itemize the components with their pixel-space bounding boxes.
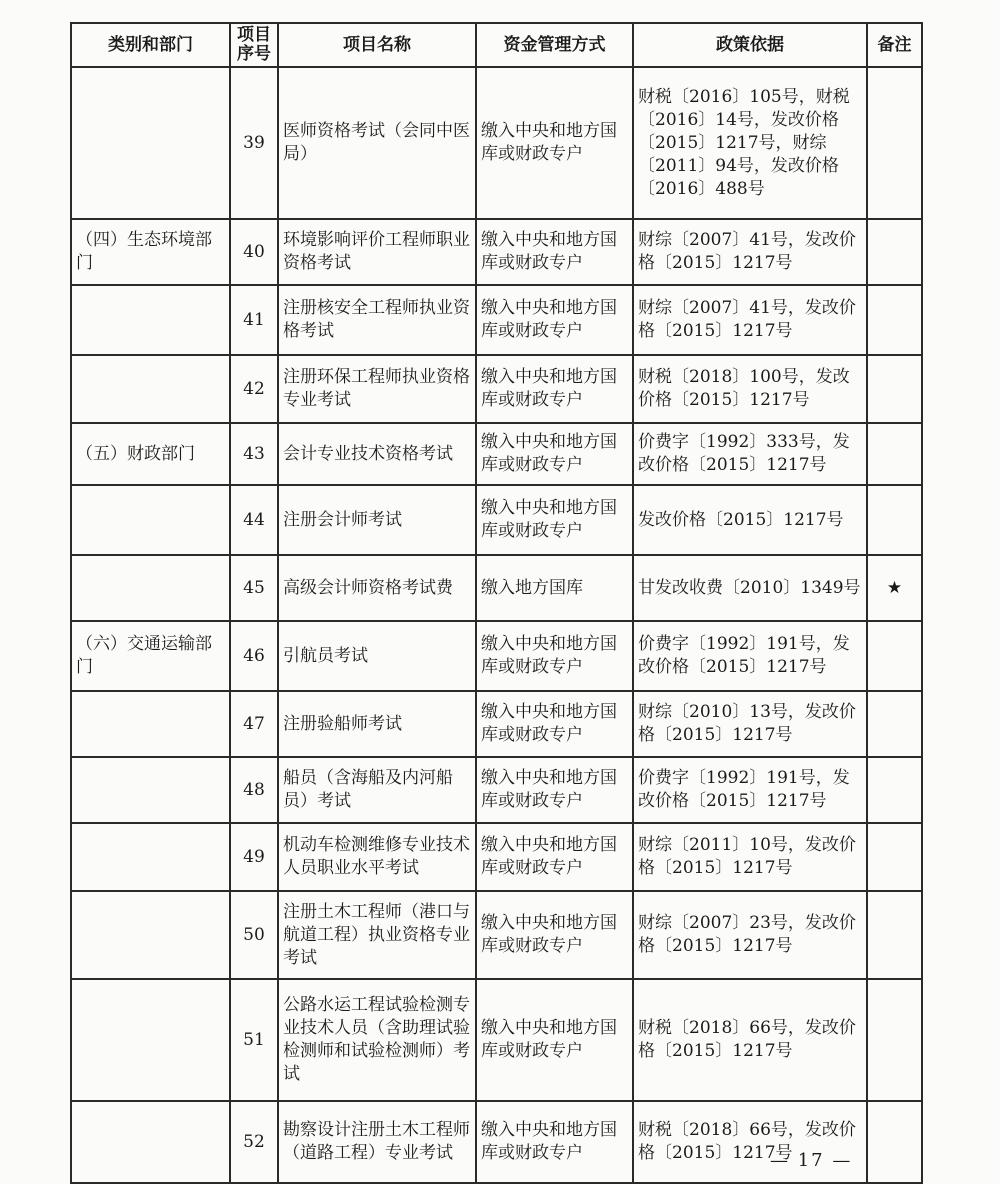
cell-remark [867,1101,922,1183]
cell-remark [867,823,922,891]
cell-name: 注册环保工程师执业资格专业考试 [278,355,476,423]
cell-fund: 缴入中央和地方国库或财政专户 [476,219,633,285]
table-row [71,691,922,757]
cell-remark [867,979,922,1101]
cell-name: 勘察设计注册土木工程师（道路工程）专业考试 [278,1101,476,1183]
cell-category [71,555,230,621]
cell-fund: 缴入中央和地方国库或财政专户 [476,355,633,423]
cell-category: （六）交通运输部门 [71,621,230,691]
cell-name: 注册土木工程师（港口与航道工程）执业资格专业考试 [278,891,476,979]
cell-seq: 39 [230,67,278,219]
cell-fund: 缴入中央和地方国库或财政专户 [476,485,633,555]
cell-name: 环境影响评价工程师职业资格考试 [278,219,476,285]
cell-remark [867,757,922,823]
cell-seq: 46 [230,621,278,691]
cell-policy: 价费字〔1992〕333号，发改价格〔2015〕1217号 [633,423,867,485]
cell-seq: 51 [230,979,278,1101]
table-row [71,355,922,423]
cell-category [71,757,230,823]
cell-policy: 发改价格〔2015〕1217号 [633,485,867,555]
cell-policy: 财综〔2010〕13号，发改价格〔2015〕1217号 [633,691,867,757]
cell-name: 高级会计师资格考试费 [278,555,476,621]
cell-fund: 缴入地方国库 [476,555,633,621]
cell-seq: 48 [230,757,278,823]
cell-remark [867,285,922,355]
cell-category [71,691,230,757]
table-header-row [71,23,922,67]
header-fund: 资金管理方式 [476,23,633,67]
cell-policy: 财综〔2007〕41号，发改价格〔2015〕1217号 [633,285,867,355]
cell-name: 船员（含海船及内河船员）考试 [278,757,476,823]
cell-category [71,355,230,423]
cell-seq: 45 [230,555,278,621]
cell-seq: 44 [230,485,278,555]
cell-fund: 缴入中央和地方国库或财政专户 [476,691,633,757]
table-row [71,891,922,979]
cell-fund: 缴入中央和地方国库或财政专户 [476,891,633,979]
cell-policy: 财税〔2018〕66号，发改价格〔2015〕1217号 [633,979,867,1101]
cell-remark [867,423,922,485]
cell-category: （四）生态环境部门 [71,219,230,285]
cell-name: 会计专业技术资格考试 [278,423,476,485]
cell-seq: 49 [230,823,278,891]
header-remark: 备注 [867,23,922,67]
cell-policy: 财综〔2007〕41号，发改价格〔2015〕1217号 [633,219,867,285]
cell-category [71,485,230,555]
cell-fund: 缴入中央和地方国库或财政专户 [476,1101,633,1183]
cell-seq: 42 [230,355,278,423]
cell-remark [867,219,922,285]
cell-policy: 财综〔2011〕10号，发改价格〔2015〕1217号 [633,823,867,891]
cell-seq: 41 [230,285,278,355]
cell-category [71,979,230,1101]
cell-policy: 财税〔2018〕66号，发改价格〔2015〕1217号 [633,1101,867,1183]
cell-category [71,67,230,219]
cell-seq: 47 [230,691,278,757]
table-row [71,621,922,691]
cell-remark [867,355,922,423]
cell-fund: 缴入中央和地方国库或财政专户 [476,285,633,355]
cell-remark [867,691,922,757]
cell-remark [867,485,922,555]
cell-seq: 40 [230,219,278,285]
page-number: — 17 — [770,1150,853,1171]
table-row [71,979,922,1101]
table-row [71,423,922,485]
header-category: 类别和部门 [71,23,230,67]
cell-fund: 缴入中央和地方国库或财政专户 [476,621,633,691]
table-row [71,555,922,621]
cell-name: 注册会计师考试 [278,485,476,555]
cell-fund: 缴入中央和地方国库或财政专户 [476,823,633,891]
cell-remark [867,621,922,691]
cell-name: 公路水运工程试验检测专业技术人员（含助理试验检测师和试验检测师）考试 [278,979,476,1101]
cell-name: 引航员考试 [278,621,476,691]
cell-policy: 财税〔2016〕105号，财税〔2016〕14号，发改价格〔2015〕1217号，财综〔2011〕94号，发改价格〔2016〕488号 [633,67,867,219]
cell-name: 机动车检测维修专业技术人员职业水平考试 [278,823,476,891]
cell-policy: 甘发改收费〔2010〕1349号 [633,555,867,621]
cell-policy: 财综〔2007〕23号，发改价格〔2015〕1217号 [633,891,867,979]
cell-name: 医师资格考试（会同中医局） [278,67,476,219]
cell-policy: 财税〔2018〕100号，发改价格〔2015〕1217号 [633,355,867,423]
cell-policy: 价费字〔1992〕191号，发改价格〔2015〕1217号 [633,621,867,691]
cell-seq: 50 [230,891,278,979]
table-row [71,285,922,355]
header-seq: 项目序号 [230,23,278,67]
table-row [71,823,922,891]
table-row [71,219,922,285]
cell-name: 注册验船师考试 [278,691,476,757]
cell-fund: 缴入中央和地方国库或财政专户 [476,757,633,823]
cell-fund: 缴入中央和地方国库或财政专户 [476,423,633,485]
cell-policy: 价费字〔1992〕191号，发改价格〔2015〕1217号 [633,757,867,823]
table-row [71,485,922,555]
cell-name: 注册核安全工程师执业资格考试 [278,285,476,355]
table-row [71,757,922,823]
table-row [71,67,922,219]
cell-category [71,1101,230,1183]
cell-remark [867,891,922,979]
cell-fund: 缴入中央和地方国库或财政专户 [476,979,633,1101]
cell-remark [867,67,922,219]
cell-category [71,823,230,891]
cell-seq: 43 [230,423,278,485]
cell-fund: 缴入中央和地方国库或财政专户 [476,67,633,219]
fee-table [70,22,923,1184]
star-remark: ★ [867,555,922,621]
cell-category [71,891,230,979]
header-name: 项目名称 [278,23,476,67]
cell-category [71,285,230,355]
cell-seq: 52 [230,1101,278,1183]
header-policy: 政策依据 [633,23,867,67]
cell-category: （五）财政部门 [71,423,230,485]
